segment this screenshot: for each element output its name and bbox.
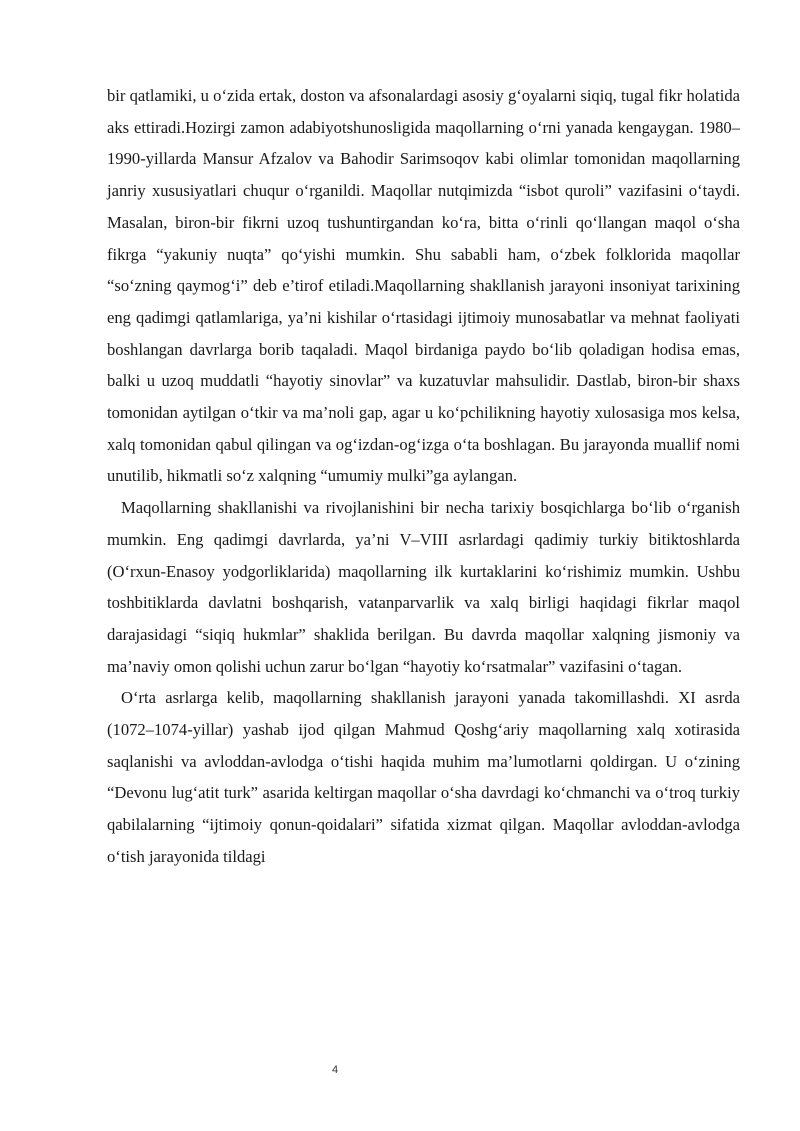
paragraph-2: Maqollarning shakllanishi va rivojlanishini bir necha tarixiy bosqichlarga bo‘lib o‘rganish mumkin. Eng qadimgi davrlarda, ya’ni V–VIII asrlardagi qadimiy turkiy bitiktoshlarda (O‘rxun-Enasoy yodgorliklarida) maqollarning ilk kurtaklarini ko‘rishimiz mumkin. Ushbu toshbitiklarda davlatni boshqarish, vatanparvarlik va xalq birligi haqidagi fikrlar maqol darajasidagi “siqiq hukmlar” shaklida berilgan. Bu davrda maqollar xalqning jismoniy va ma’naviy omon qolishi uchun zarur bo‘lgan “hayotiy ko‘rsatmalar” vazifasini o‘tagan.	[107, 498, 740, 676]
paragraph-3: O‘rta asrlarga kelib, maqollarning shakllanish jarayoni yanada takomillashdi. XI asrda (1072–1074-yillar) yashab ijod qilgan Mahmud Qoshg‘ariy maqollarning xalq xotirasida saqlanishi va avloddan-avlodga o‘tishi haqida muhim ma’lumotlarni qoldirgan. U o‘zining “Devonu lug‘atit turk” asarida keltirgan maqollar o‘sha davrdagi ko‘chmanchi va o‘troq turkiy qabilalarning “ijtimoiy qonun-qoidalari” sifatida xizmat qilgan. Maqollar avloddan-avlodga o‘tish jarayonida tildagi	[107, 688, 740, 866]
body-text	[107, 80, 740, 873]
page-number: 4	[331, 1064, 339, 1076]
paragraph-1: bir qatlamiki, u o‘zida ertak, doston va afsonalardagi asosiy g‘oyalarni siqiq, tugal fikr holatida aks ettiradi.Hozirgi zamon adabiyotshunosligida maqollarning o‘rni yanada kengaygan. 1980–1990-yillarda Mansur Afzalov va Bahodir Sarimsoqov kabi olimlar tomonidan maqollarning janriy xususiyatlari chuqur o‘rganildi. Maqollar nutqimizda “isbot quroli” vazifasini o‘taydi. Masalan, biron-bir fikrni uzoq tushuntirgandan ko‘ra, bitta o‘rinli qo‘llangan maqol o‘sha fikrga “yakuniy nuqta” qo‘yishi mumkin. Shu sababli ham, o‘zbek folklorida maqollar “so‘zning qaymog‘i” deb e’tirof etiladi.Maqollarning shakllanish jarayoni insoniyat tarixining eng qadimgi qatlamlariga, ya’ni kishilar o‘rtasidagi ijtimoiy munosabatlar va mehnat faoliyati boshlangan davrlarga borib taqaladi. Maqol birdaniga paydo bo‘lib qoladigan hodisa emas, balki u uzoq muddatli “hayotiy sinovlar” va kuzatuvlar mahsulidir. Dastlab, biron-bir shaxs tomonidan aytilgan o‘tkir va ma’noli gap, agar u ko‘pchilikning hayotiy xulosasiga mos kelsa, xalq tomonidan qabul qilingan va og‘izdan-og‘izga o‘ta boshlagan. Bu jarayonda muallif nomi unutilib, hikmatli so‘z xalqning “umumiy mulki”ga aylangan.	[107, 86, 740, 486]
